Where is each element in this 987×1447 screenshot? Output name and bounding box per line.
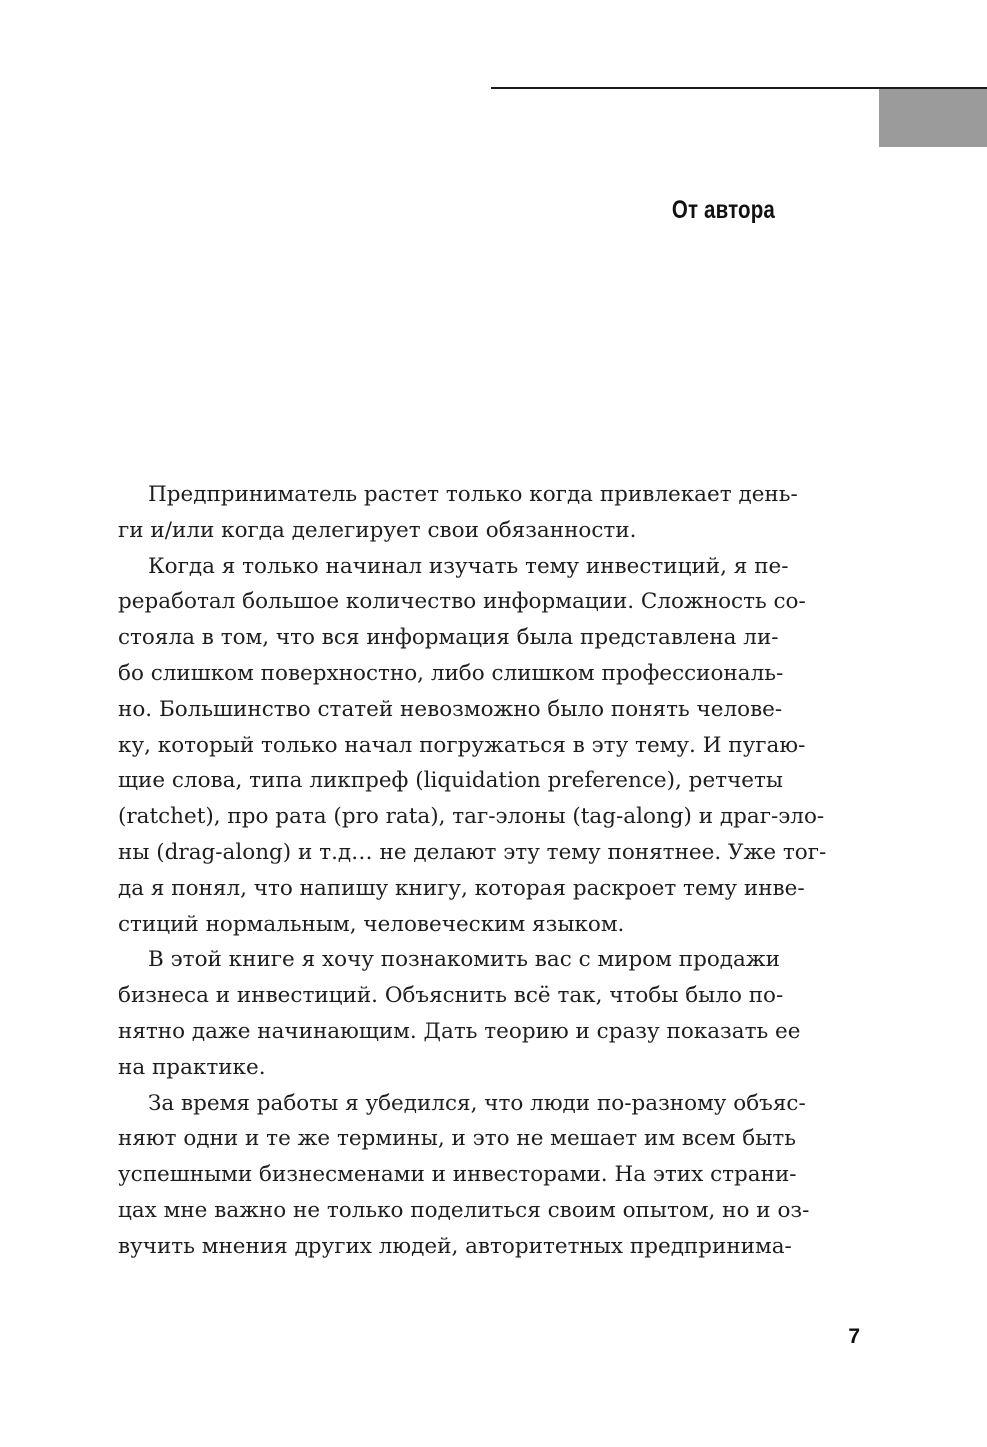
text-line: щие слова, типа ликпреф (liquidation preference), ретчеты xyxy=(118,768,784,794)
paragraph xyxy=(118,942,801,1085)
text-line: За время работы я убедился, что люди по-разному объяс- xyxy=(148,1090,806,1116)
paragraph xyxy=(118,477,798,549)
text-line: бизнеса и инвестиций. Объяснить всё так, чтобы было по- xyxy=(118,983,784,1009)
text-line: ку, который только начал погружаться в эту тему. И пугаю- xyxy=(118,732,806,758)
text-line: цах мне важно не только поделиться своим опытом, но и оз- xyxy=(118,1197,810,1223)
chapter-tab-marker xyxy=(879,89,987,147)
text-line: вучить мнения других людей, авторитетных предпринима- xyxy=(118,1233,792,1259)
page-number: 7 xyxy=(848,1325,860,1348)
text-line: Предприниматель растет только когда привлекает день- xyxy=(148,482,798,507)
text-line: бо слишком поверхностно, либо слишком профессиональ- xyxy=(118,660,784,686)
paragraph xyxy=(118,1086,810,1265)
text-line: ны (drag-along) и т.д… не делают эту тему понятнее. Уже тог- xyxy=(118,839,827,865)
text-line: В этой книге я хочу познакомить вас с миром продажи xyxy=(148,947,780,973)
text-line: ги и/или когда делегирует свои обязанности. xyxy=(118,517,637,543)
text-line: но. Большинство статей невозможно было понять челове- xyxy=(118,696,783,722)
body-text xyxy=(118,477,827,1265)
text-line: стояла в том, что вся информация была представлена ли- xyxy=(118,625,779,651)
chapter-title: От автора xyxy=(671,196,775,224)
text-line: реработал большое количество информации. Сложность со- xyxy=(118,589,806,615)
paragraph xyxy=(118,549,827,943)
text-line: да я понял, что напишу книгу, которая раскроет тему инве- xyxy=(118,875,805,901)
text-line: успешными бизнесменами и инвесторами. На этих страни- xyxy=(118,1162,797,1188)
text-line: (ratchet), про рата (pro rata), таг-элоны (tag-along) и драг-эло- xyxy=(118,804,825,830)
text-line: стиций нормальным, человеческим языком. xyxy=(118,911,625,937)
text-line: няют одни и те же термины, и это не мешает им всем быть xyxy=(118,1126,796,1152)
text-line: нятно даже начинающим. Дать теорию и сразу показать ее xyxy=(118,1018,801,1044)
text-line: на практике. xyxy=(118,1054,266,1080)
text-line: Когда я только начинал изучать тему инвестиций, я пе- xyxy=(148,553,789,579)
